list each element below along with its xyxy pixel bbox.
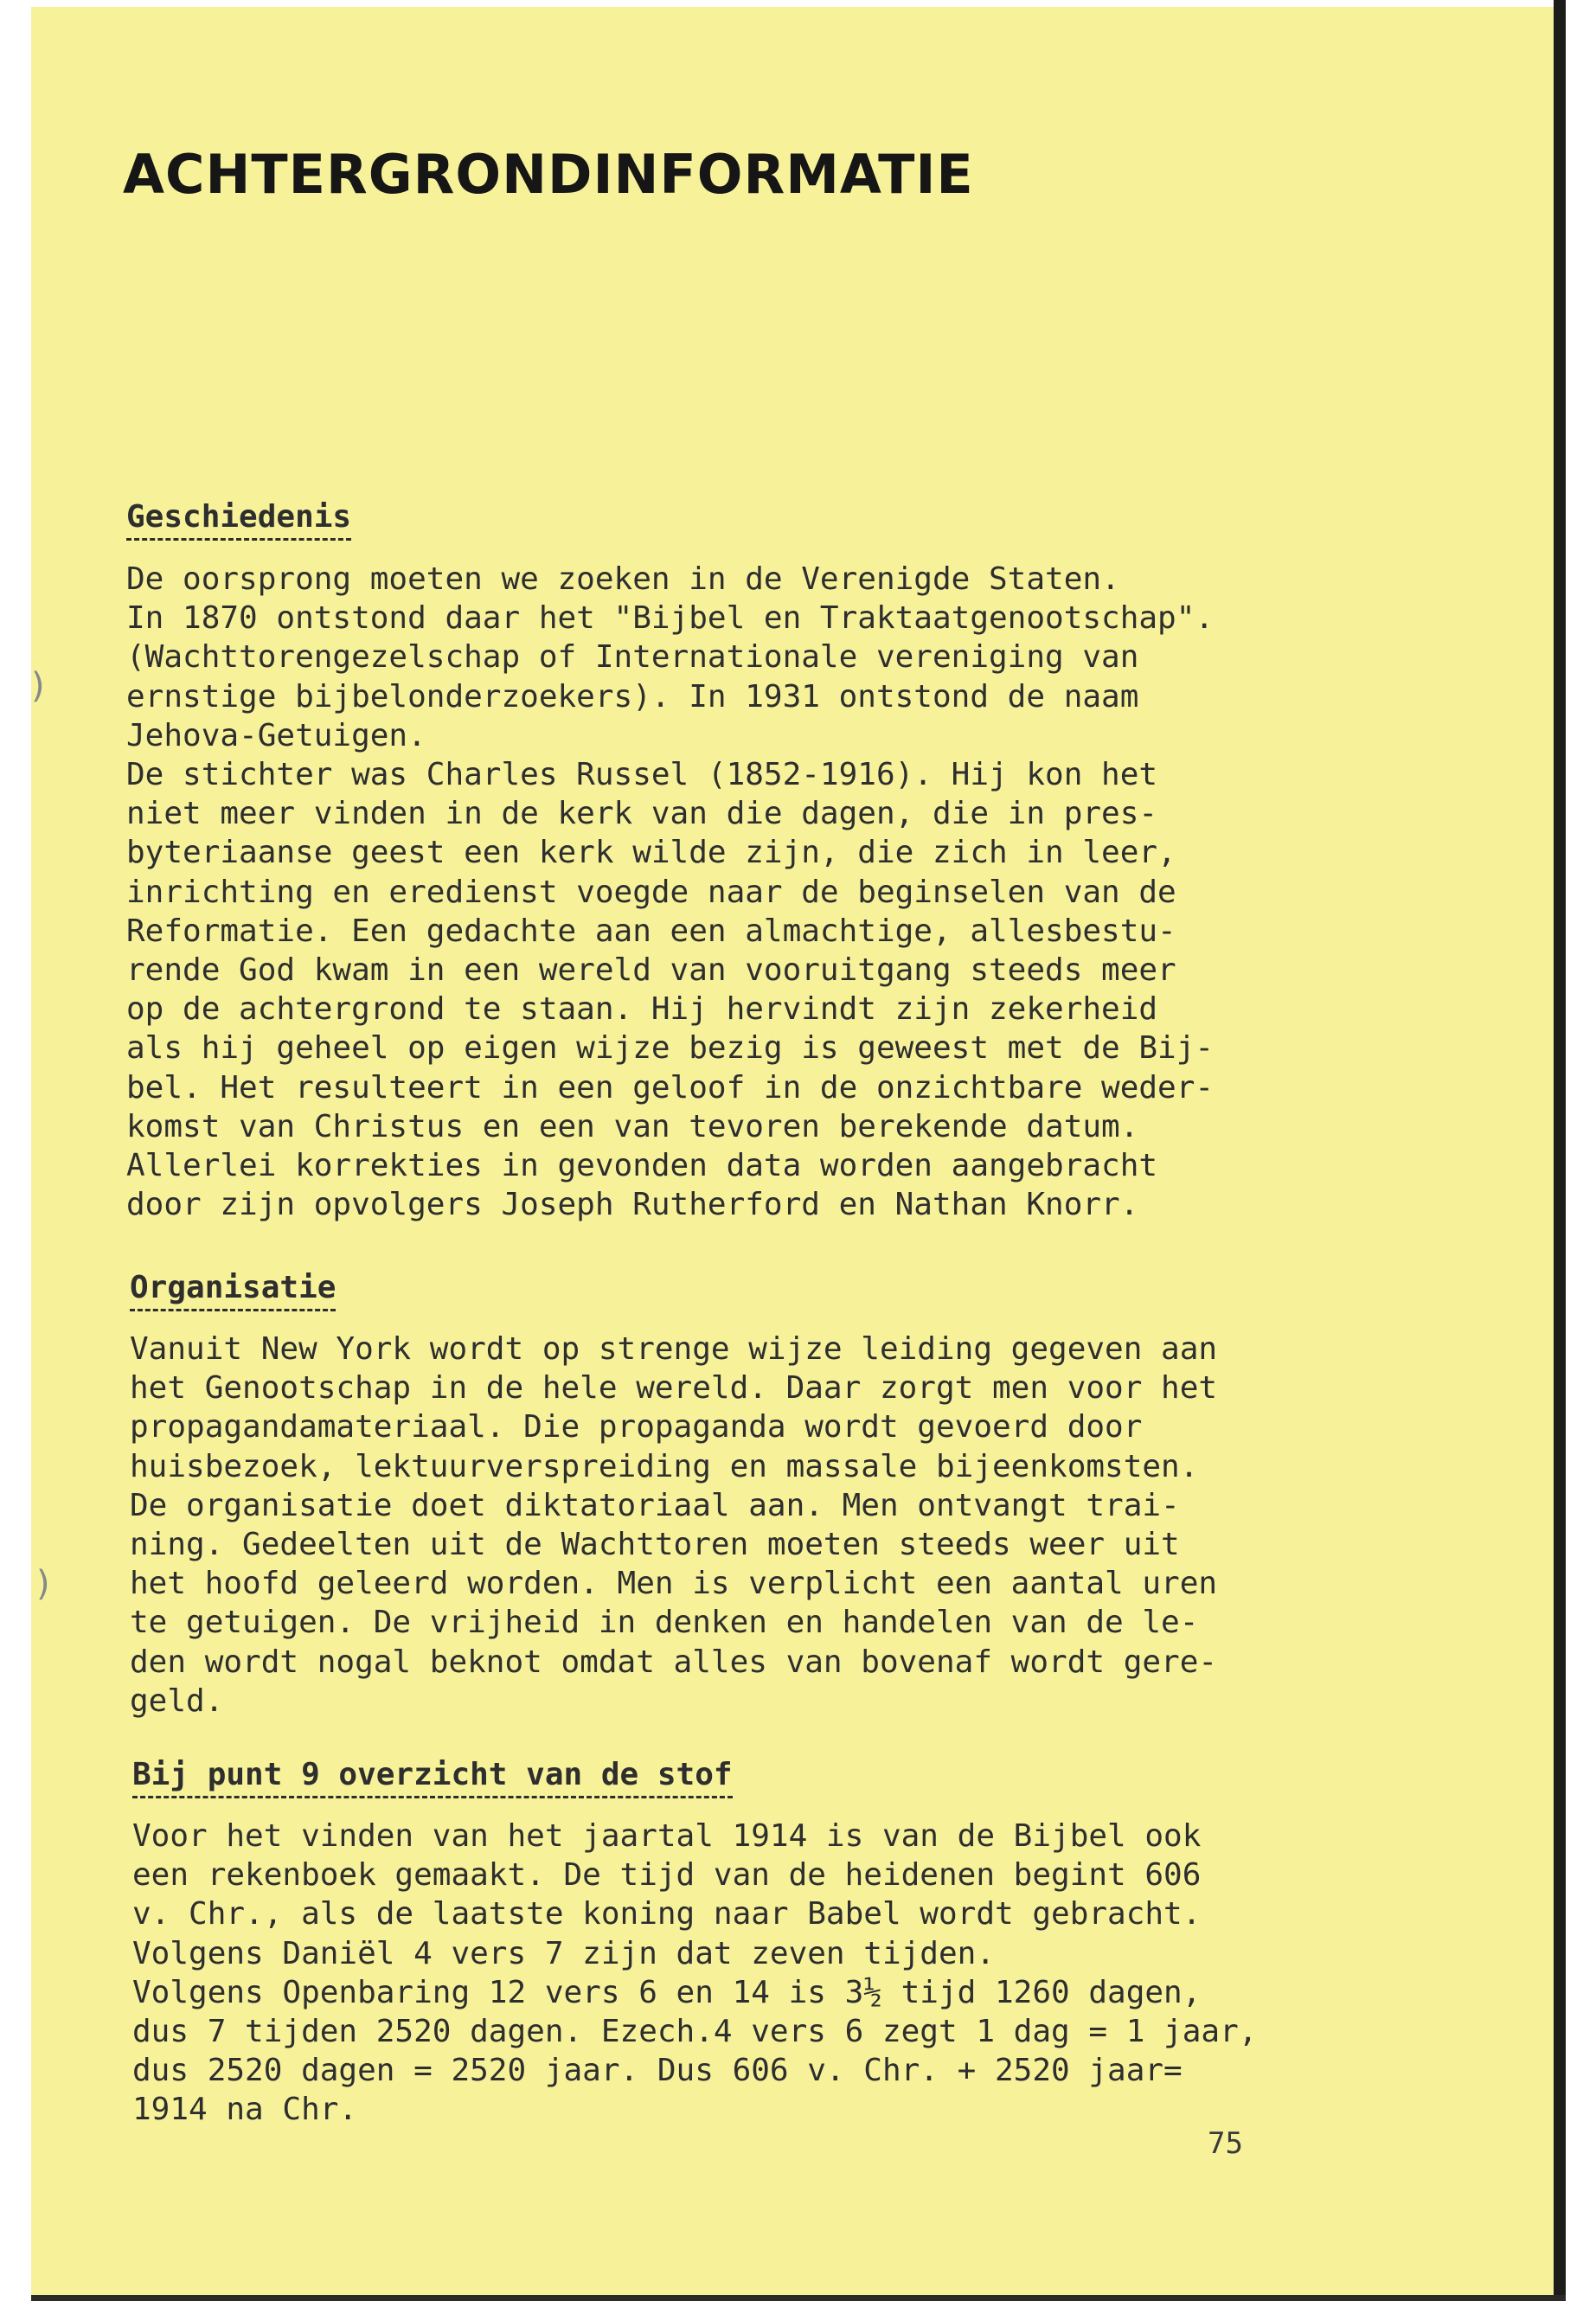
text-line: De oorsprong moeten we zoeken in de Verenigde Staten.: [126, 561, 1120, 597]
text-line: 1914 na Chr.: [132, 2092, 358, 2128]
margin-mark: ): [31, 666, 45, 706]
text-line: ning. Gedeelten uit de Wachttoren moeten steeds weer uit: [130, 1527, 1180, 1563]
scan-right-border: [1554, 0, 1566, 2301]
text-line: De organisatie doet diktatoriaal aan. Men ontvangt trai-: [130, 1487, 1180, 1523]
text-line: rende God kwam in een wereld van vooruitgang steeds meer: [126, 952, 1176, 989]
text-line: In 1870 ontstond daar het "Bijbel en Traktaatgenootschap".: [126, 600, 1215, 637]
text-line: De stichter was Charles Russel (1852-1916). Hij kon het: [126, 757, 1158, 793]
section-heading-bij-punt-9: Bij punt 9 overzicht van de stof: [132, 1755, 733, 1798]
text-line: den wordt nogal beknot omdat alles van bovenaf wordt gere-: [130, 1644, 1218, 1680]
text-line: propagandamateriaal. Die propaganda wordt gevoerd door: [130, 1409, 1143, 1445]
text-line: Volgens Openbaring 12 vers 6 en 14 is 3½ tijd 1260 dagen,: [132, 1974, 1202, 2010]
section-heading-organisatie: Organisatie: [130, 1268, 336, 1311]
page-number: 75: [1208, 2126, 1243, 2161]
text-line: (Wachttorengezelschap of Internationale vereniging van: [126, 639, 1139, 676]
text-line: Reformatie. Een gedachte aan een almachtige, allesbestu-: [126, 913, 1176, 949]
text-line: op de achtergrond te staan. Hij hervindt zijn zekerheid: [126, 991, 1158, 1028]
text-line: door zijn opvolgers Joseph Rutherford en Nathan Knorr.: [126, 1187, 1139, 1223]
text-line: v. Chr., als de laatste koning naar Babel wordt gebracht.: [132, 1896, 1202, 1932]
margin-mark: ): [36, 1564, 50, 1604]
text-line: huisbezoek, lektuurverspreiding en massale bijeenkomsten.: [130, 1448, 1199, 1484]
text-line: Vanuit New York wordt op strenge wijze leiding gegeven aan: [130, 1331, 1218, 1367]
section-body-organisatie: [130, 1330, 1217, 1721]
text-line: ernstige bijbelonderzoekers). In 1931 ontstond de naam: [126, 678, 1139, 715]
text-line: het Genootschap in de hele wereld. Daar zorgt men voor het: [130, 1370, 1218, 1407]
text-line: komst van Christus en een van tevoren berekende datum.: [126, 1108, 1139, 1144]
text-line: als hij geheel op eigen wijze bezig is geweest met de Bij-: [126, 1030, 1215, 1067]
text-line: Jehova-Getuigen.: [126, 717, 426, 753]
text-line: het hoofd geleerd worden. Men is verplicht een aantal uren: [130, 1566, 1218, 1602]
text-line: bel. Het resulteert in een geloof in de onzichtbare weder-: [126, 1069, 1215, 1106]
text-line: een rekenboek gemaakt. De tijd van de heidenen begint 606: [132, 1857, 1202, 1894]
text-line: dus 2520 dagen = 2520 jaar. Dus 606 v. Chr. + 2520 jaar=: [132, 2053, 1183, 2089]
text-line: Allerlei korrekties in gevonden data worden aangebracht: [126, 1148, 1158, 1184]
section-body-bij-punt-9: [132, 1817, 1257, 2130]
text-line: geld.: [130, 1682, 224, 1719]
text-line: niet meer vinden in de kerk van die dagen, die in pres-: [126, 796, 1158, 832]
section-body-geschiedenis: [126, 560, 1214, 1224]
text-line: Volgens Daniël 4 vers 7 zijn dat zeven tijden.: [132, 1935, 995, 1971]
scan-bottom-border: [31, 2295, 1566, 2301]
text-line: dus 7 tijden 2520 dagen. Ezech.4 vers 6 zegt 1 dag = 1 jaar,: [132, 2014, 1258, 2050]
section-heading-geschiedenis: Geschiedenis: [126, 497, 351, 541]
page-title: ACHTERGRONDINFORMATIE: [123, 143, 974, 206]
text-line: Voor het vinden van het jaartal 1914 is van de Bijbel ook: [132, 1818, 1202, 1854]
text-line: te getuigen. De vrijheid in denken en handelen van de le-: [130, 1605, 1199, 1641]
text-line: inrichting en eredienst voegde naar de beginselen van de: [126, 874, 1176, 910]
text-line: byteriaanse geest een kerk wilde zijn, die zich in leer,: [126, 835, 1176, 871]
